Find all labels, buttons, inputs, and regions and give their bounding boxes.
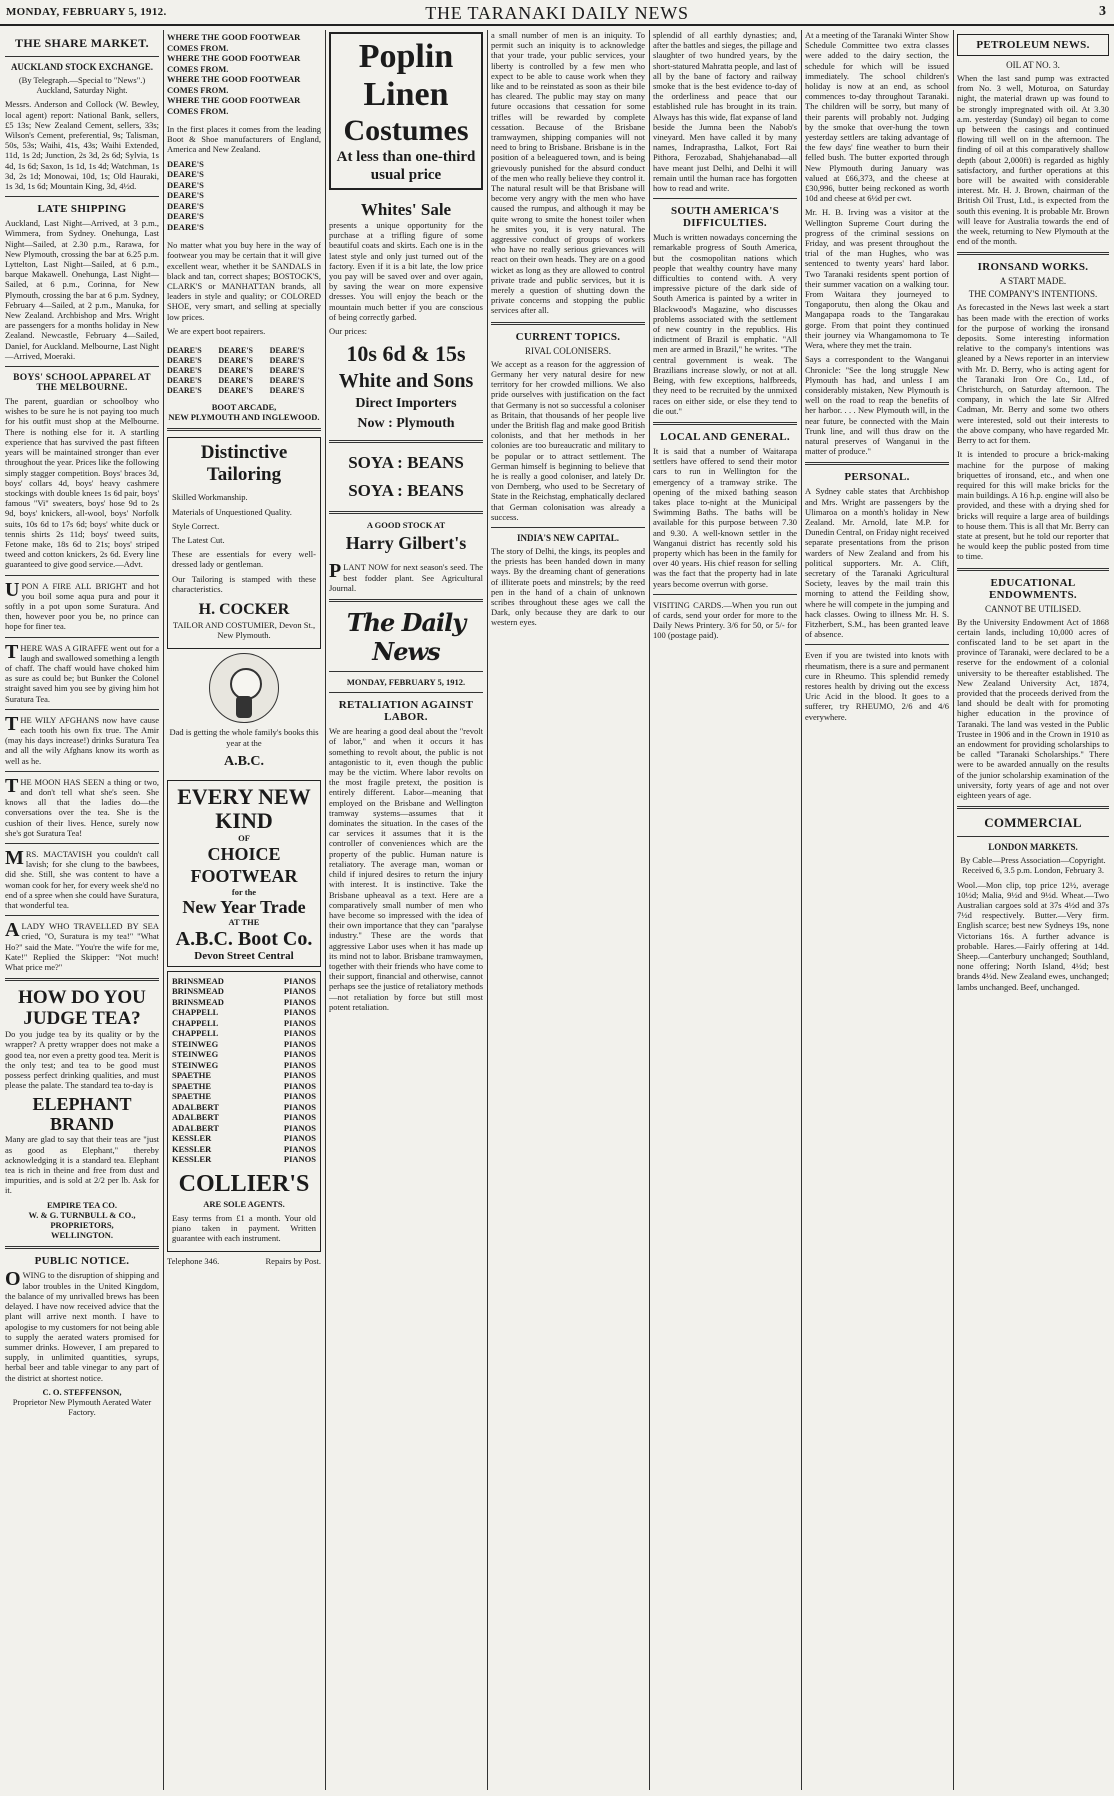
ironsand-sub2: THE COMPANY'S INTENTIONS. <box>968 289 1098 300</box>
personal-heading: PERSONAL. <box>844 471 910 484</box>
suratura-verse: UPON A FIRE ALL BRIGHT and hot you boil some aqua pura and pour it softly in a pot upon some Suratura. And then, however poor you be, no prince can hope for finer tea. <box>5 578 159 632</box>
deares-brand: DEARE'S <box>167 355 202 365</box>
piano-label: PIANOS <box>283 1038 316 1049</box>
tailoring-line: Style Correct. <box>172 520 220 531</box>
abc-for: for the <box>231 886 257 897</box>
costumes-word: Costumes <box>343 114 469 147</box>
piano-row <box>172 997 316 1008</box>
whites-prices-label: Our prices: <box>329 326 368 337</box>
column-7 <box>954 30 1112 1790</box>
deares-list <box>167 159 321 233</box>
white-and-sons: White and Sons <box>338 370 474 393</box>
soya-beans: SOYA : BEANS <box>348 453 464 473</box>
piano-maker: CHAPPELL <box>172 1017 219 1028</box>
daily-news-date: MONDAY, FEBRUARY 5, 1912. <box>346 677 466 688</box>
deares-brand: DEARE'S <box>167 179 204 190</box>
ironsand-heading: IRONSAND WORKS. <box>977 261 1089 274</box>
piano-row <box>172 1060 316 1071</box>
piano-maker: STEINWEG <box>172 1038 219 1049</box>
deares-brand: DEARE'S <box>218 385 254 395</box>
share-market-subheading: AUCKLAND STOCK EXCHANGE. <box>10 62 154 72</box>
share-market-report: Messrs. Anderson and Collock (W. Bewley, local agent) report: National Bank, sellers, £5 13s; New Zealand Cement, sellers, 33s; Wilson's Cement, preferential, 9s; Talisman, 50s, 53s; Waihi, 41s, 43s; Waihi Extended, 11d, 1s 2d; Junction, 2s 3d, 2s 6d; Sylvia, 1s 4d, 1s 6d; Saxon, 1s 1d, 1s 4d; Watchman, 1s 3d, 2s 1d; Monowai, 10d, 1s; Old Hauraki, 1s 3d, 1s 6d; Mountain King, 3d, 4½d. <box>5 99 159 192</box>
local-general-text: It is said that a number of Waitarapa settlers have offered to send their motor cars to run in Wellington for the emergency of a tramway strike. The opening of the mixed bathing season takes place to-night at the Municipal Swimming Baths. The baths will be available for this purpose between 7.30 and 9.30. A well-known settler in the Wanganui district has recently sold his property which has been in the family for over 40 years. His chief reason for selling was the fact that the property had in late years become overrun with gorse. <box>653 445 797 589</box>
colliers-name: COLLIER'S <box>178 1170 310 1197</box>
column-6 <box>802 30 952 1790</box>
piano-maker: KESSLER <box>172 1154 212 1165</box>
new-year-trade: New Year Trade <box>182 897 306 918</box>
piano-maker: ADALBERT <box>172 1122 219 1133</box>
tailoring-line: Skilled Workmanship. <box>172 492 248 503</box>
footwear-slogan: WHERE THE GOOD FOOTWEAR COMES FROM. <box>167 74 301 95</box>
piano-row <box>172 1028 316 1039</box>
piano-label: PIANOS <box>283 1049 316 1060</box>
deares-brand: DEARE'S <box>167 200 204 211</box>
piano-row <box>172 1039 316 1050</box>
piano-row <box>172 986 316 997</box>
footwear-first-place: In the first places it comes from the leading Boot & Shoe manufacturers of England, America and New Zealand. <box>167 124 321 155</box>
cocker-name: H. COCKER <box>198 600 290 618</box>
boot-arcade-location: NEW PLYMOUTH AND INGLEWOOD. <box>168 412 320 423</box>
piano-row <box>172 1102 316 1113</box>
column-4 <box>488 30 648 1790</box>
piano-maker: ADALBERT <box>172 1101 219 1112</box>
colliers-repairs: Repairs by Post. <box>265 1256 321 1267</box>
piano-maker: BRINSMEAD <box>172 996 224 1007</box>
south-america-heading: SOUTH AMERICA'S DIFFICULTIES. <box>670 205 780 230</box>
london-markets-dateline: By Cable—Press Association—Copyright. Received 6, 3.5 p.m. London, February 3. <box>960 855 1106 876</box>
deares-brand: DEARE'S <box>167 158 204 169</box>
elephant-brand-text: Many are glad to say that their teas are "just as good as Elephant," thereby acknowledging it is a standard tea. Elephant tea is rich in theine and free from dust and impurities, and is sold at 2/2 per lb. Ask for it. <box>5 1134 159 1196</box>
retaliation-text: We are hearing a good deal about the "revolt of labor," and when it occurs it has something to revolt about, the public is not antagonistic to it, even though the public may be the victim. Where labor revolts on the most fragile pretext, the position is entirely different. Labor—meaning that employed on the Brisbane and Wellington tramway systems—assumes that it dominates the situation. In the cases of the car services it assumes that it is the controller of conveniences which are the property of the public. Human nature is retaliatory. The average man, woman or child if injured desires to return the injury with interest. It is instinctive. Take the Brisbane upheaval as a text. Here are a comparatively small number of men who have become so impressed with the idea of their own importance that they can "paralyse industry." These are the words that aggressive Labor uses when it has made up its mind not to labor. Brisbane tramwaymen, together with their friends who have come to their support, financial and otherwise, cannot perhaps see the justice of retaliatory methods—not retaliation by force but still most potent retaliation. <box>329 726 483 1012</box>
tailoring-ad <box>167 437 321 649</box>
piano-maker: BRINSMEAD <box>172 975 224 986</box>
rival-colonisers-text: We accept as a reason for the aggression of Germany her very natural desire for new territory for her crowded millions. We also pride ourselves with justification on the fact that Germany is not so successful a coloniser as Britain, that thousands of her people live under the British flag and make good British colonists, and that her methods in her colonies are too bureaucratic and military to be popular or to attract settlement. The German himself is beginning to believe that he is really a good coloniser, and lately Dr. von Dernberg, who used to be Secretary of State in the Reichstag, emphatically declared that German colonisation was already a success. <box>491 358 645 522</box>
boot-arcade-name: BOOT ARCADE, <box>211 401 277 412</box>
colliers-footer <box>167 1256 321 1270</box>
piano-label: PIANOS <box>283 1112 316 1123</box>
piano-label: PIANOS <box>283 1028 316 1039</box>
suratura-verse: MRS. MACTAVISH you couldn't call lavish; for she clung to the bawbees, did she. Still, she was content to have a woman cook for her, for every week she'd no end of a spree when she could have Suratura, that wonderful tea. <box>5 847 159 911</box>
oil-no3-text: When the last sand pump was extracted from No. 3 well, Moturoa, on Saturday night, the material drawn up was found to be strongly impregnated with oil. At 3.30 a.m. yesterday (Sunday) oil began to come up between the casings and continued flowing till well on in the afternoon. The finding of oil at this comparatively shallow depth (about 2,000ft) is regarded as highly satisfactory, and further operations at this bore will be awaited with considerable interest. Mr. H. J. Brown, chairman of the British Oil Trust, Ltd., is expected from the south this evening. It is probable Mr. Brown will leave for Australia towards the end of the week, returning to New Plymouth at the end of the month. <box>957 73 1109 247</box>
footwear-slogan: WHERE THE GOOD FOOTWEAR COMES FROM. <box>167 32 301 53</box>
deares-brand: DEARE'S <box>167 345 202 355</box>
piano-label: PIANOS <box>283 1080 316 1091</box>
column-3 <box>326 30 486 1790</box>
colliers-telephone: Telephone 346. <box>167 1256 220 1267</box>
colliers-terms: Easy terms from £1 a month. Your old piano taken in payment. Written guarantee with each instrument. <box>172 1212 316 1244</box>
piano-maker: CHAPPELL <box>172 1007 219 1018</box>
harry-gilberts: Harry Gilbert's <box>345 533 467 554</box>
ironsand-sub1: A START MADE. <box>999 276 1067 287</box>
footwear-repairs: We are expert boot repairers. <box>167 325 266 336</box>
masthead-date: MONDAY, FEBRUARY 5, 1912. <box>6 6 167 18</box>
deares-brand: DEARE'S <box>269 345 305 355</box>
choice-footwear: CHOICE FOOTWEAR <box>190 843 298 886</box>
visiting-cards-ad: VISITING CARDS.—When you run out of cards, send your order for more to the Daily News Printery. 3/6 for 50, or 5/- for 100 (postage paid). <box>653 599 797 641</box>
current-topics-heading: CURRENT TOPICS. <box>515 330 621 343</box>
deares-brand: DEARE'S <box>218 345 254 355</box>
empire-tea-role: PROPRIETORS, <box>50 1220 114 1231</box>
every-new-kind: EVERY NEW KIND <box>177 783 311 833</box>
india-capital-heading: INDIA'S NEW CAPITAL. <box>517 532 619 543</box>
piano-row <box>172 1133 316 1144</box>
deares-brand: DEARE'S <box>269 375 305 385</box>
piano-maker: CHAPPELL <box>172 1028 219 1039</box>
deares-brand: DEARE'S <box>269 365 305 375</box>
deares-brand: DEARE'S <box>167 190 204 201</box>
deares-brand: DEARE'S <box>167 375 202 385</box>
less-than-third: At less than one-third usual price <box>336 149 476 183</box>
late-shipping-heading: LATE SHIPPING <box>37 203 127 216</box>
oil-no3-heading: OIL AT NO. 3. <box>1006 60 1060 70</box>
deares-brand: DEARE'S <box>269 355 305 365</box>
judge-tea-heading: HOW DO YOU JUDGE TEA? <box>18 987 146 1030</box>
judge-tea-text: Do you judge tea by its quality or by the wrapper? A pretty wrapper does not make a good tea, nor even a pretty good tea. Merit is the only test; and tea to be good must possess perfect drinking qualities, and must please the palate. The standard tea to-day is <box>5 1029 159 1091</box>
piano-maker: KESSLER <box>172 1143 212 1154</box>
public-notice-heading: PUBLIC NOTICE. <box>34 1255 130 1268</box>
piano-row <box>172 1091 316 1102</box>
piano-maker: ADALBERT <box>172 1112 219 1123</box>
public-notice-signature: C. O. STEFFENSON, <box>42 1386 122 1397</box>
linen-word: Linen <box>363 76 449 113</box>
piano-maker: STEINWEG <box>172 1049 219 1060</box>
retaliation-continued: a small number of men is an iniquity. To permit such an iniquity is to acknowledge that your trade, your public services, your liberty is controlled by a few men who expect to be able to cause work when they like and to be reinstated as soon as their bile has cleared. The public may stay on many future occasions that cessation for some trifles will be rewarded by complete cessation. Because of the Brisbane tramwaymen, shipping companies will not need to bring to Brisbane. Brisbane is in the position of a beleaguered town, and is being grievously punished for the absurd conduct of the men who really believe they control it. The natural result will be that Brisbane will become very angry with the men who have caused the rumpus, and although it may be quite wrong to smite the honest toiler when he smites you, it is very natural. The aggressive conduct of groups of workers who have no really serious grievances will react on their own heads. They are on a good wicket as long as they are allowed to control private trade and public services, but it is merely a question of shutting down the private concerns and stopping the public services after all. <box>491 30 645 316</box>
piano-label: PIANOS <box>283 1101 316 1112</box>
piano-label: PIANOS <box>283 1017 316 1028</box>
tailoring-line: Materials of Unquestioned Quality. <box>172 506 292 517</box>
delhi-continued: splendid of all earthly dynasties; and, after the battles and sieges, the pillage and slaughter of two hundred years, by the short-statured Mahratta people, and last of all by the bane of factory and railway smoke that is the best evidence to-day of the orderliness and peace that our established rule has brought in its train. Always has this wide, flat expanse of land beside the Jumna been the Nabob's vineyard. Men have called it by many names, Indraprastha, Lalkot, Fort Rai Pithora, Ferozabad, Shahjehanabad—all have meant just Delhi, and Delhi it will remain until the human race has forgotten how to read and write. <box>653 30 797 194</box>
suratura-verse: THERE WAS A GIRAFFE went out for a laugh and swallowed something a length of chaff. The chaff would have choked him as sure as could be; but Bunker the Colonel straight saved him you see by giving him hot Suratura Tea. <box>5 640 159 704</box>
piano-row <box>172 1144 316 1155</box>
whites-prices: 10s 6d & 15s <box>346 341 466 367</box>
piano-row <box>172 1154 316 1165</box>
footwear-slogans <box>167 32 321 116</box>
piano-row <box>172 1007 316 1018</box>
piano-label: PIANOS <box>283 1059 316 1070</box>
footwear-slogan: WHERE THE GOOD FOOTWEAR COMES FROM. <box>167 95 301 116</box>
column-5 <box>650 30 800 1790</box>
london-markets-text: Wool.—Mon clip, top price 12½, average 10½d; Malia, 9½d and 9½d. Wheat.—Two Australian cargoes sold at 37s 4½d and 37s 7½d respectively. Butter.—Very firm. English scarce; best new Sydneys 19s, none Victorians 16s. A further advance is probable. Hares.—Fairly offering at 14d. Sheep.—Canterbury unchanged; Southland, none offering; North Island, 4½d; best brands 4½d. New Zealand ewes, unchanged; lambs unchanged. Beef, unchanged. <box>957 879 1110 992</box>
whites-sale-heading: Whites' Sale <box>360 200 452 219</box>
plant-now-text: PLANT NOW for next season's seed. The best fodder plant. See Agricultural Journal. <box>329 560 483 593</box>
ironsand-text2: It is intended to procure a brick-making machine for the purpose of making briquettes of ironsand, etc., and when one required for this will make bricks for the main buildings. A 16 h.p. engine will also be provided, and these with a drying shed for bricks will require a large area of buildings to house them. This is all that Mr. Berry can state at present, but he told our reporter that he would keep the public posted from time to time. <box>957 449 1109 562</box>
piano-row <box>172 1049 316 1060</box>
column-1 <box>2 30 162 1790</box>
footwear-no-matter: No matter what you buy here in the way of footwear you may be certain that it will give excellent wear, whether it be SANDALS in black and tan, correct shapes; BOSTOCK'S, CLARK'S or MANHATTAN brands, all leaders in style and quality; or COLORED SHOE, very smart, and selling at specially low prices. <box>167 240 321 322</box>
piano-label: PIANOS <box>283 1133 316 1144</box>
piano-label: PIANOS <box>283 1070 316 1081</box>
tailoring-line: Our Tailoring is stamped with these characteristics. <box>172 573 316 594</box>
piano-row <box>172 976 316 987</box>
piano-maker: SPAETHE <box>172 1091 212 1102</box>
poplin-ad <box>329 32 483 190</box>
piano-row <box>172 1123 316 1134</box>
abc-books-text: Dad is getting the whole family's books this year at the <box>169 727 319 748</box>
piano-label: PIANOS <box>283 986 316 997</box>
public-notice-text: OWING to the disruption of shipping and labor troubles in the United Kingdom, the balance of my unrivalled brews has been delayed. I have now received advice that the plant will arrive next month. I have to apologise to my customers for not being able to supply the aerated waters promised for summer drinks. However, I am prepared to supply, in unlimited quantities, syrups, herbal beer and table vinegar to any part of the district at shortest notice. <box>5 1268 159 1383</box>
piano-list <box>172 976 316 1165</box>
piano-label: PIANOS <box>283 1007 316 1018</box>
abc-at-the: AT THE <box>228 917 260 928</box>
piano-maker: BRINSMEAD <box>172 986 224 997</box>
abc-boot-co: A.B.C. Boot Co. <box>175 928 313 951</box>
tailoring-line: The Latest Cut. <box>172 534 225 545</box>
local-general-continued: Mr. H. B. Irving was a visitor at the Wellington Supreme Court during the progress of the criminal sessions on Friday, and was present throughout the trial of the man Hughes, who was sentenced to twenty years' hard labor. Two Taranaki residents spent portion of their summer vacation on a walking tour. From Waitara they journeyed to Tongaporutu, then along the Okau and Mangapapa roads to the Tangarakau gorge. From that point they continued their journey via Whangamomona to Te Wera, where they met the train. <box>805 207 949 351</box>
piano-label: PIANOS <box>283 1122 316 1133</box>
india-capital-text: The story of Delhi, the kings, its peoples and the priests has been handed down in many ways. By the dreaming chant of generations of illiterate poets and minstrels; by the reed pen in the hand of a chain of unknown scribes throughout these ages we call the Dark, only because they are dark to our western eyes. <box>491 545 645 628</box>
deares-brand: DEARE'S <box>167 169 204 180</box>
empire-tea-city: WELLINGTON. <box>51 1230 113 1241</box>
retaliation-heading: RETALIATION AGAINST LABOR. <box>338 699 474 724</box>
educational-text: By the University Endowment Act of 1868 certain lands, including 10,000 acres of confiscated land to be set apart in the province of Taranaki, were declared to be a reserve for the endowment of a colonial university to be thereafter established. The New Zealand University Act, 1874, provided that the proceeds derived from the land should be dealt with for promoting higher education in the province of Taranaki. The land was vested in the Public Trustee in 1906 and in the Crown in 1910 as an endowment for providing scholarships to be called "Taranaki Scholarships." There were to be awarded annually on the results of the junior scholarship examination of the university, forty years of age and not over eighteen years of age. <box>957 616 1109 800</box>
abc-name: A.B.C. <box>223 753 265 769</box>
now-plymouth: Now : Plymouth <box>357 416 455 432</box>
london-markets-heading: LONDON MARKETS. <box>988 842 1078 853</box>
deares-brand: DEARE'S <box>167 211 204 222</box>
deares-brand: DEARE'S <box>218 375 254 385</box>
deares-brand: DEARE'S <box>167 385 202 395</box>
abc-boot-ad <box>167 780 321 967</box>
masthead <box>0 0 1114 26</box>
abc-address: Devon Street Central <box>194 950 294 963</box>
tailoring-line: These are essentials for every well-dressed lady or gentleman. <box>172 549 316 570</box>
local-general-continued: Says a correspondent to the Wanganui Chronicle: "See the long struggle New Plymouth has had, and unless I am considerably mistaken, New Plymouth is well on the road to reap the benefits of her harbor. . . . New Plymouth will, in the near future, be connected with the Main Trunk line, and will thus draw on the natural preserves of Wanganui in the matter of produce." <box>805 354 949 457</box>
piano-maker: SPAETHE <box>172 1070 212 1081</box>
tailoring-heading: Distinctive Tailoring <box>200 442 288 486</box>
empire-tea-name: EMPIRE TEA CO. <box>47 1199 117 1210</box>
piano-row <box>172 1070 316 1081</box>
deares-brand: DEARE'S <box>218 365 254 375</box>
educational-heading: EDUCATIONAL ENDOWMENTS. <box>989 576 1077 601</box>
commercial-heading: COMMERCIAL <box>984 815 1082 831</box>
piano-maker: STEINWEG <box>172 1059 219 1070</box>
boys-apparel-text: The parent, guardian or schoolboy who wishes to be sure he is not paying too much for his outfit must shop at the Melbourne. There is nothing else for it. A startling experience that has survived the past fifteen years will be maintained stronger than ever throughout the year. Prices like the following simply stagger competition. Boys' braces 3d, boys' collars 4d, boys' heavy cashmere stockings with double knees 1s 6d pair, boys' famous "Vi" sweaters, boys' hose 9d to 2s 9d, boys' knickers, all-wool, boys' Norfolk suits, 10s 6d to 17s 6d; boys' white duck or tennis shirts 2s 11d; boys' tweed suits, Fetone make, 18s 6d to 21s; boys' striped tweed and cotton knickers, 2s 6d. Every line guaranteed to give good service.—Advt. <box>5 396 159 570</box>
good-stock: A GOOD STOCK AT <box>366 520 446 531</box>
piano-row <box>172 1112 316 1123</box>
deares-brand: DEARE'S <box>269 385 305 395</box>
masthead-title: THE TARANAKI DAILY NEWS <box>425 3 689 23</box>
personal-text: A Sydney cable states that Archbishop and Mrs. Wright are passengers by the Ulimaroa on a month's holiday in New Zealand. Mr. Arnold, late M.P. for Dunedin Central, on Friday night received separate presentations from the prison warders of New Zealand and from his political supporters. Mr. A. Clift, secretary of the Taranaki Agricultural Society, leaves by the mail train this morning to attend the Feilding show, where he will compete in the jumping and hack classes. Owing to illness Mr. H. S. Fitzherbert, S.M., has been granted leave of absence. <box>805 486 949 640</box>
share-market-heading: THE SHARE MARKET. <box>15 36 149 50</box>
footwear-slogan: WHERE THE GOOD FOOTWEAR COMES FROM. <box>167 53 301 74</box>
direct-importers: Direct Importers <box>355 396 457 412</box>
local-general-heading: LOCAL AND GENERAL. <box>660 430 790 443</box>
piano-row <box>172 1018 316 1029</box>
piano-label: PIANOS <box>283 1143 316 1154</box>
piano-label: PIANOS <box>283 996 316 1007</box>
boys-apparel-heading: BOYS' SCHOOL APPAREL AT THE MELBOURNE. <box>13 373 151 394</box>
cocker-address: TAILOR AND COSTUMIER, Devon St., New Plymouth. <box>172 619 316 641</box>
page-number: 3 <box>1099 4 1106 19</box>
piano-row <box>172 1081 316 1092</box>
empire-tea-owner: W. & G. TURNBULL & CO., <box>28 1209 136 1220</box>
deares-brand: DEARE'S <box>167 221 204 232</box>
column-2 <box>164 30 324 1790</box>
rival-colonisers-heading: RIVAL COLONISERS. <box>524 345 611 356</box>
ironsand-text: As forecasted in the News last week a start has been made with the erection of works for the purpose of working the ironsand deposits. Some interesting information relative to the company's intentions was gleaned by a News reporter in an interview with Mr. D. Berry, who is acting agent for the Taranaki Iron Ore Co., Ltd., of Christchurch, on Saturday afternoon. The company, in which the late Sir Alfred Cadman, Mr. Berry and some two others were interested, sold out their interests to the above company, who have regarded Mr. Berry to act for them. <box>957 302 1109 446</box>
share-market-dateline: (By Telegraph.—Special to "News".) Auckland, Saturday Night. <box>18 75 146 96</box>
petroleum-news-heading: PETROLEUM NEWS. <box>976 39 1090 51</box>
abc-of: OF <box>238 832 250 843</box>
late-shipping-text: Auckland, Last Night—Arrived, at 3 p.m., Wimmera, from Sydney. Onehunga, Last Night—Sailed, at 2.30 p.m., Rarawa, for New Plymouth, crossing the bar at 6.25 p.m. Lyttelton, Last Night—Sailed, at 6 p.m., barque Makawell. Onehunga, Last Night—Sailed, at 6 p.m., Corinna, for New Plymouth, crossing the bar at 6 p.m. Sydney, February 4—Sailed, at 2 p.m., Manuka, for New Zealand. Archbishop and Mrs. Wright are passengers for a months holiday in New Zealand. Newcastle, February 4—Sailed, Daniel, for Auckland. Melbourne, Last Night—Arrived, Moeraki. <box>5 218 159 361</box>
reading-boy-illustration <box>209 653 279 723</box>
whites-sale-text: presents a unique opportunity for the purchase at a trifling figure of some beautiful coats and skirts. Each one is in the latest style and only just turned out of the factory. Even if it is a bit late, the low price you pay will be saved over and over again, by saving the wear on more expensive dresses. You will enjoy the beach or the mountain much better if you are conscious of being correctly garbed. <box>329 220 483 322</box>
deares-brand: DEARE'S <box>218 355 254 365</box>
suratura-verse: ALADY WHO TRAVELLED BY SEA cried, "O, Suratura is my tea!" "What Ho?" said the Mate. "You're the wife for me, Kate!" Replied the Skipper: "Not much! What price me?" <box>5 919 159 973</box>
south-america-text: Much is written nowadays concerning the remarkable progress of South America, but the cosmopolitan nations which people that wealthy country have many difficulties to contend with. A very impressive picture of the dark side of South America is painted by a writer in Blackwood's Magazine, who discusses problems associated with the settlement of new country in the republics. His indictment of Brazil is emphatic. "All men are armed in Brazil," he writes. "The central government is weak. The Brazilians increase slowly, or not at all. Being, with few exceptions, halfbreeds, they need to be recruited by the unmixed races on either side, or else they tend to die out." <box>653 232 797 416</box>
piano-label: PIANOS <box>283 1154 316 1165</box>
daily-news-title: The Daily News <box>346 608 466 667</box>
piano-maker: SPAETHE <box>172 1080 212 1091</box>
elephant-brand-heading: ELEPHANT BRAND <box>32 1094 132 1135</box>
local-general-continued: At a meeting of the Taranaki Winter Show Schedule Committee two extra classes were added to the dairy section, the schedule for which will be issued immediately. The school children's holiday is now at an end, as school commences to-day throughout Taranaki. The children will be sorry, but many of their parents will probably not. Judging by the smoke that over-hung the town yesterday settlers are taking advantage of the few days' fine weather to burn their felled bush. The butter exported through New Plymouth during January was valued at £66,373, and the cheese at £30,996, butter being reckoned as worth 10d and cheese at 6½d per cwt. <box>805 30 949 204</box>
soya-beans: SOYA : BEANS <box>348 481 464 501</box>
educational-sub: CANNOT BE UTILISED. <box>984 603 1082 614</box>
piano-label: PIANOS <box>283 975 316 986</box>
suratura-verse: THE WILY AFGHANS now have cause each tooth his own fix true. The Amir (may his days increase!) drinks Suratura Tea and all the wily Afghans know its worth as well as he. <box>5 712 159 766</box>
suratura-verse: THE MOON HAS SEEN a thing or two, and don't tell what she's seen. She knows all that the ladies do—the conversations over the tea. She is the cushion of their lives. Hence, surely now she's got Suratura Tea! <box>5 774 159 838</box>
petroleum-news-box <box>957 34 1109 56</box>
deares-grid <box>167 346 321 396</box>
rheumo-ad: Even if you are twisted into knots with rheumatism, there is a sure and permanent cure in Rheumo. This splendid remedy restores health by driving out the excess Uric Acid in the blood. It goes to a sufferer, try RHEUMO, 2/6 and 4/6 everywhere. <box>805 650 949 722</box>
deares-brand: DEARE'S <box>167 365 202 375</box>
piano-label: PIANOS <box>283 1091 316 1102</box>
colliers-agents: ARE SOLE AGENTS. <box>203 1198 285 1209</box>
piano-maker: KESSLER <box>172 1133 212 1144</box>
poplin-word: Poplin <box>358 38 454 75</box>
colliers-pianos-ad <box>167 971 321 1253</box>
public-notice-signature-role: Proprietor New Plymouth Aerated Water Factory. <box>12 1396 152 1418</box>
